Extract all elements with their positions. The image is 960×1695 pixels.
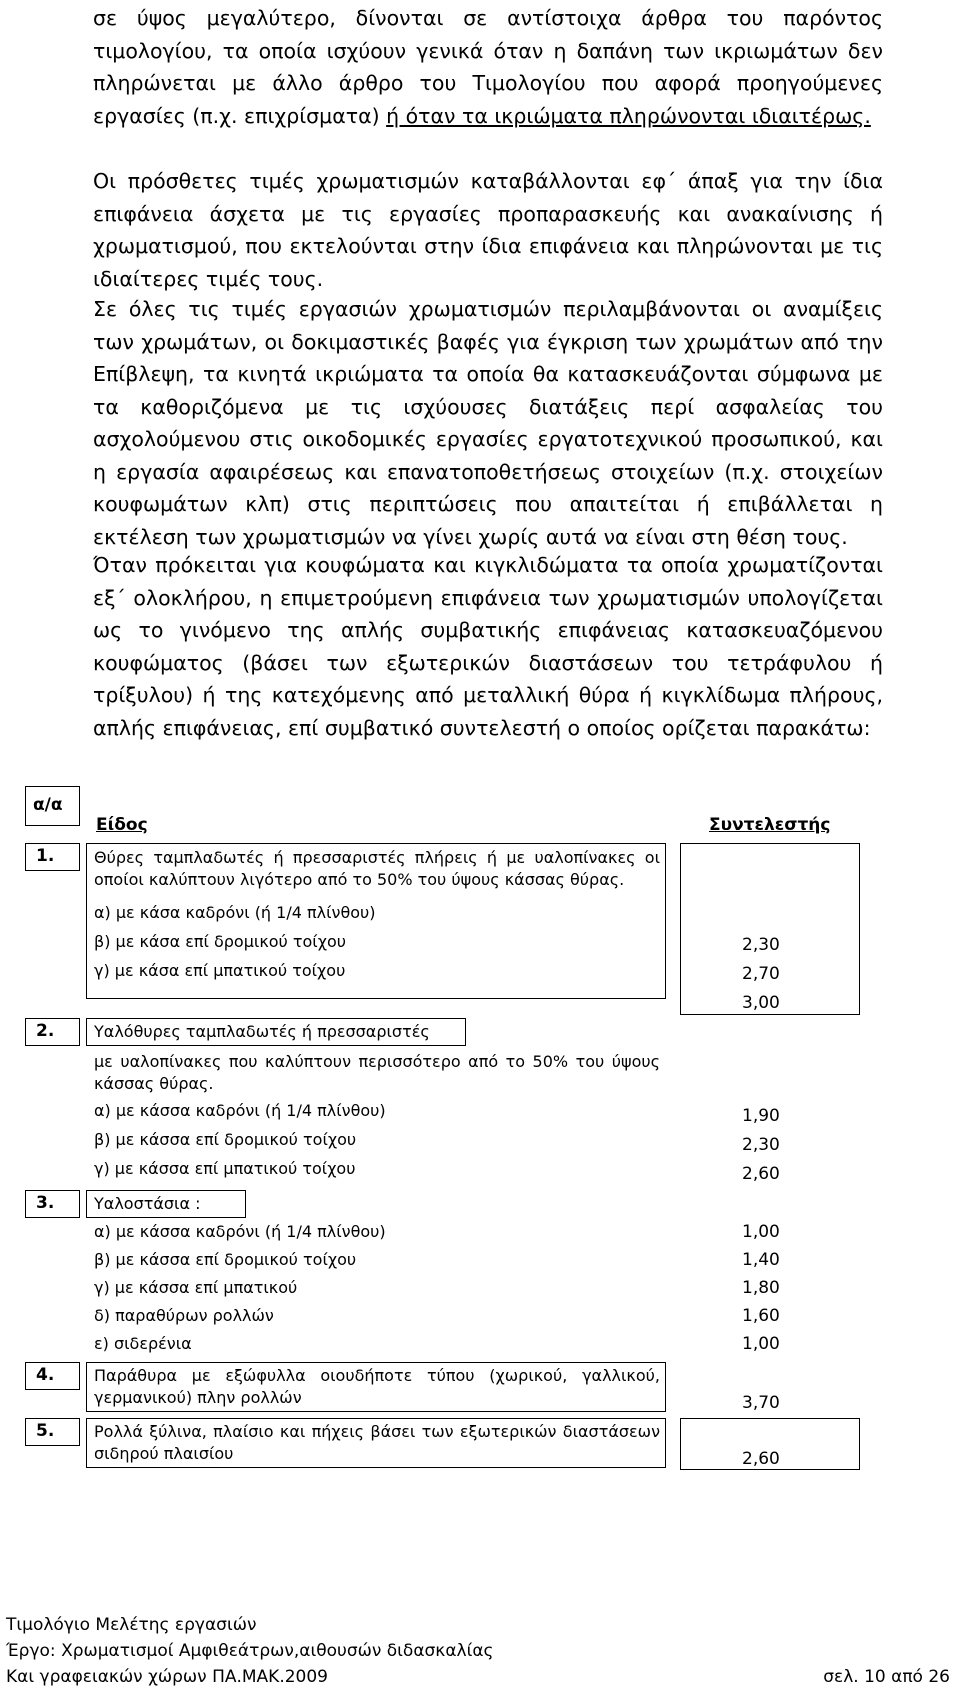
- row-number: 3.: [36, 1193, 55, 1213]
- row-value: 1,90: [742, 1106, 780, 1126]
- row-value: 1,60: [742, 1306, 780, 1326]
- row-option: α) με κάσα καδρόνι (ή 1/4 πλίνθου): [94, 903, 376, 922]
- row-option: γ) με κάσα επί μπατικού τοίχου: [94, 961, 346, 980]
- row-title: Υαλόθυρες ταμπλαδωτές ή πρεσσαριστές: [94, 1022, 430, 1041]
- footer-title: Τιμολόγιο Μελέτης εργασιών: [6, 1615, 257, 1635]
- row-number: 2.: [36, 1021, 55, 1041]
- row-value-box: [680, 843, 860, 1015]
- footer-location: Και γραφειακών χώρων ΠΑ.ΜΑΚ.2009: [6, 1667, 328, 1687]
- row-number: 5.: [36, 1421, 55, 1441]
- row-number: 4.: [36, 1365, 55, 1385]
- row-value: 2,60: [742, 1449, 780, 1469]
- row-option: γ) με κάσσα επί μπατικού: [94, 1278, 298, 1297]
- paragraph-text: σε ύψος μεγαλύτερο, δίνονται σε αντίστοιχα άρθρα του παρόντος τιμολογίου, τα οποία ισχύουν γενικά όταν η δαπάνη των ικριωμάτων δεν πληρώνεται με άλλο άρθρο του Τιμολογίου που αφορά προηγούμενες εργασίες (π.χ. επιχρίσματα): [93, 6, 883, 128]
- header-kind: Είδος: [96, 815, 148, 835]
- paragraph-frames-measurement: Όταν πρόκειται για κουφώματα και κιγκλιδώματα τα οποία χρωματίζονται εξ΄ ολοκλήρου, η επιμετρούμενη επιφάνεια των χρωματισμών υπολογίζεται ως το γινόμενο της απλής συμβατικής επιφάνειας κατασκευαζόμενου κουφώματος (βάσει των εξωτερικών διαστάσεων του τετράφυλου ή τρίξυλου) ή της κατεχόμενης από μεταλλική θύρα ή κιγκλίδωμα πλήρους, απλής επιφάνειας, επί συμβατικό συντελεστή ο οποίος ορίζεται παρακάτω:: [93, 553, 883, 740]
- row-option: α) με κάσσα καδρόνι (ή 1/4 πλίνθου): [94, 1222, 386, 1241]
- row-option: β) με κάσσα επί δρομικού τοίχου: [94, 1130, 357, 1149]
- header-aa: α/α: [33, 795, 63, 815]
- row-value: 2,70: [742, 964, 780, 984]
- row-description: με υαλοπίνακες που καλύπτουν περισσότερο από το 50% του ύψους κάσσας θύρας.: [94, 1052, 660, 1093]
- page-number: σελ. 10 από 26: [823, 1667, 950, 1687]
- paragraph-additional-prices: Οι πρόσθετες τιμές χρωματισμών καταβάλλονται εφ΄ άπαξ για την ίδια επιφάνεια άσχετα με τις εργασίες προπαρασκευής και ανακαίνισης ή χρωματισμού, που εκτελούνται στην ίδια επιφάνεια και πληρώνονται με τις ιδιαίτερες τιμές τους.: [93, 169, 883, 291]
- row-value: 3,00: [742, 993, 780, 1013]
- row-value: 2,30: [742, 1135, 780, 1155]
- row-number: 1.: [36, 846, 55, 866]
- row-description: Παράθυρα με εξώφυλλα οιουδήποτε τύπου (χωρικού, γαλλικού, γερμανικού) πλην ρολλών: [94, 1366, 660, 1407]
- row-value: 1,00: [742, 1222, 780, 1242]
- footer-project: Έργο: Χρωματισμοί Αμφιθεάτρων,αιθουσών διδασκαλίας: [6, 1641, 494, 1661]
- row-option: β) με κάσσα επί δρομικού τοίχου: [94, 1250, 357, 1269]
- row-value: 2,60: [742, 1164, 780, 1184]
- row-option: ε) σιδερένια: [94, 1334, 192, 1353]
- row-description: Ρολλά ξύλινα, πλαίσιο και πήχεις βάσει των εξωτερικών διαστάσεων σιδηρού πλαισίου: [94, 1422, 660, 1463]
- row-value: 1,00: [742, 1334, 780, 1354]
- row-title: Υαλοστάσια :: [94, 1194, 201, 1213]
- row-option: β) με κάσα επί δρομικού τοίχου: [94, 932, 346, 951]
- row-description: Θύρες ταμπλαδωτές ή πρεσσαριστές πλήρεις ή με υαλοπίνακες οι οποίοι καλύπτουν λιγότερο από το 50% του ύψους κάσσας θύρας.: [94, 848, 660, 889]
- row-option: δ) παραθύρων ρολλών: [94, 1306, 274, 1325]
- row-option: γ) με κάσσα επί μπατικού τοίχου: [94, 1159, 356, 1178]
- paragraph-price-inclusions: Σε όλες τις τιμές εργασιών χρωματισμών περιλαμβάνονται οι αναμίξεις των χρωμάτων, οι δοκιμαστικές βαφές για έγκριση των χρωμάτων από την Επίβλεψη, τα κινητά ικριώματα τα οποία θα κατασκευάζονται σύμφωνα με τα καθοριζόμενα με τις ισχύουσες διατάξεις περί ασφαλείας του ασχολούμενου στις οικοδομικές εργασίες εργατοτεχνικού προσωπικού, και η εργασία αφαιρέσεως και επανατοποθετήσεως στοιχείων (π.χ. στοιχείων κουφωμάτων κλπ) στις περιπτώσεις που απαιτείται ή επιβάλλεται η εκτέλεση των χρωματισμών να γίνει χωρίς αυτά να είναι στη θέση τους.: [93, 297, 883, 549]
- header-coefficient: Συντελεστής: [709, 815, 831, 835]
- underlined-text: ή όταν τα ικριώματα πληρώνονται ιδιαιτέρως.: [386, 103, 871, 128]
- row-value: 1,80: [742, 1278, 780, 1298]
- row-option: α) με κάσσα καδρόνι (ή 1/4 πλίνθου): [94, 1101, 386, 1120]
- row-value: 3,70: [742, 1393, 780, 1413]
- row-value: 2,30: [742, 935, 780, 955]
- row-value: 1,40: [742, 1250, 780, 1270]
